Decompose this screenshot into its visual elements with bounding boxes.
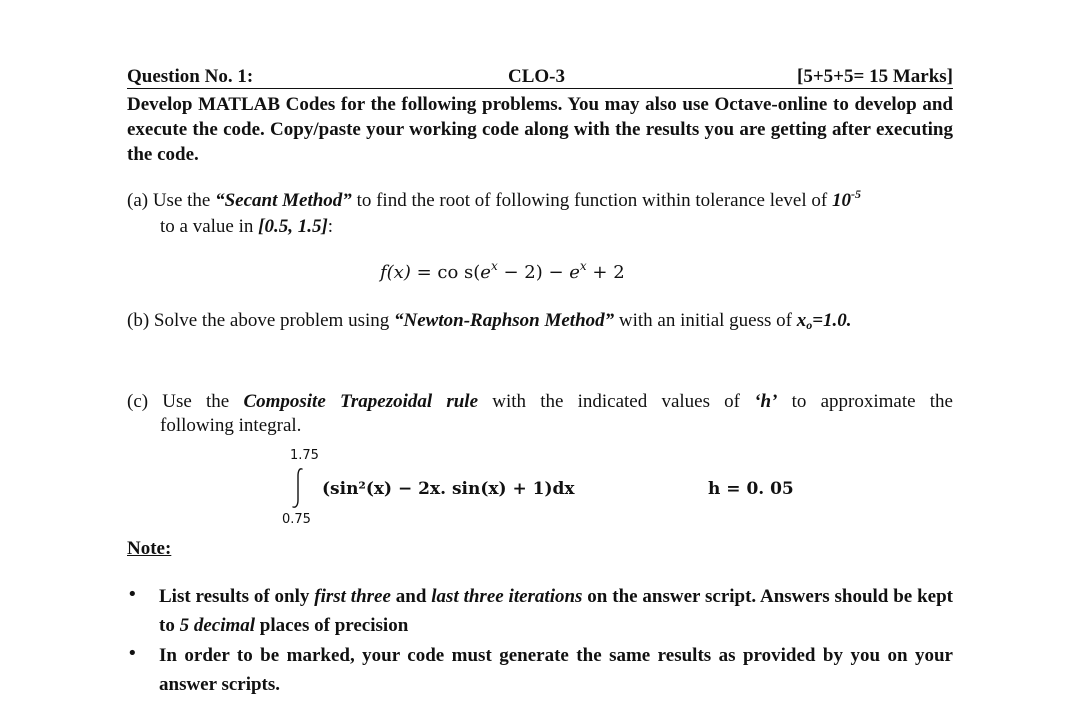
part-c-suffix: to approximate the <box>777 391 953 412</box>
question-header <box>127 64 953 89</box>
part-a-prefix: (a) Use the <box>127 190 216 211</box>
bullet-icon: • <box>127 584 138 605</box>
part-a-line-1 <box>127 188 957 213</box>
function-mid: − 2) − <box>497 262 570 283</box>
step-size-h: h = 0. 05 <box>708 479 794 499</box>
bullet-1-part-2: and <box>390 586 432 607</box>
guess-variable: x <box>796 310 807 331</box>
part-c-middle: with the indicated values of <box>478 391 755 412</box>
bullet-1-last-three: last three iterations <box>431 586 583 607</box>
integral-lower-limit: 0.75 <box>282 512 311 527</box>
part-c-prefix: (c) Use the <box>127 391 244 412</box>
trapezoidal-rule-label: Composite Trapezoidal rule <box>243 391 479 412</box>
part-a-line2-prefix: to a value in <box>160 216 259 237</box>
part-b-middle: with an initial guess of <box>614 310 797 331</box>
part-a-line-2 <box>160 214 333 239</box>
bullet-1-five-decimal: 5 decimal <box>179 615 256 636</box>
part-b-prefix: (b) Solve the above problem using <box>127 310 395 331</box>
part-c-line-1 <box>127 389 953 414</box>
part-a-middle: to find the root of following function within tolerance level of <box>351 190 832 211</box>
function-e1: e <box>480 262 491 283</box>
note-bullet-2: In order to be marked, your code must generate the same results as provided by you on your answer scripts. <box>159 645 953 695</box>
bullet-1-first-three: first three <box>314 586 391 607</box>
interval-label: [0.5, 1.5] <box>258 216 328 237</box>
clo-label: CLO-3 <box>508 66 565 87</box>
guess-value: =1.0. <box>812 310 852 331</box>
intro-paragraph: Develop MATLAB Codes for the following problems. You may also use Octave-online to develop and execute the code. Copy/paste your working code along with the results you are getting after executing the code. <box>127 94 953 165</box>
part-b-line <box>127 308 957 333</box>
function-tail: + 2 <box>586 262 625 283</box>
integral-upper-limit: 1.75 <box>290 448 319 463</box>
bullet-1-part-1: List results of only <box>159 586 315 607</box>
part-c-line-2: following integral. <box>160 415 302 436</box>
function-x2: x <box>579 259 587 273</box>
function-equation <box>380 259 625 283</box>
newton-raphson-label: “Newton-Raphson Method” <box>394 310 615 331</box>
marks-label: [5+5+5= 15 Marks] <box>797 66 953 87</box>
bullet-1-part-3: on the answer script. Answers should be kept to <box>159 586 953 636</box>
tolerance-base: 10 <box>831 190 851 211</box>
function-lhs: f(x) <box>380 262 411 283</box>
part-a-line2-suffix: : <box>327 216 334 237</box>
function-e2: e <box>569 262 580 283</box>
bullet-icon: • <box>127 643 138 664</box>
note-title: Note: <box>127 538 172 559</box>
h-quote: ‘h’ <box>754 391 778 412</box>
integral-sign-icon <box>288 466 308 510</box>
function-x1: x <box>490 259 498 273</box>
question-number: Question No. 1: <box>127 66 254 87</box>
bullet-1-part-4: places of precision <box>255 615 409 636</box>
secant-method-label: “Secant Method” <box>215 190 352 211</box>
guess-subscript: o <box>806 318 813 332</box>
integrand: (sin²(x) − 2x. sin(x) + 1)dx <box>322 479 575 499</box>
tolerance-exponent: -5 <box>850 187 861 201</box>
note-bullet-1 <box>159 582 953 640</box>
function-eq: = co s( <box>410 262 481 283</box>
